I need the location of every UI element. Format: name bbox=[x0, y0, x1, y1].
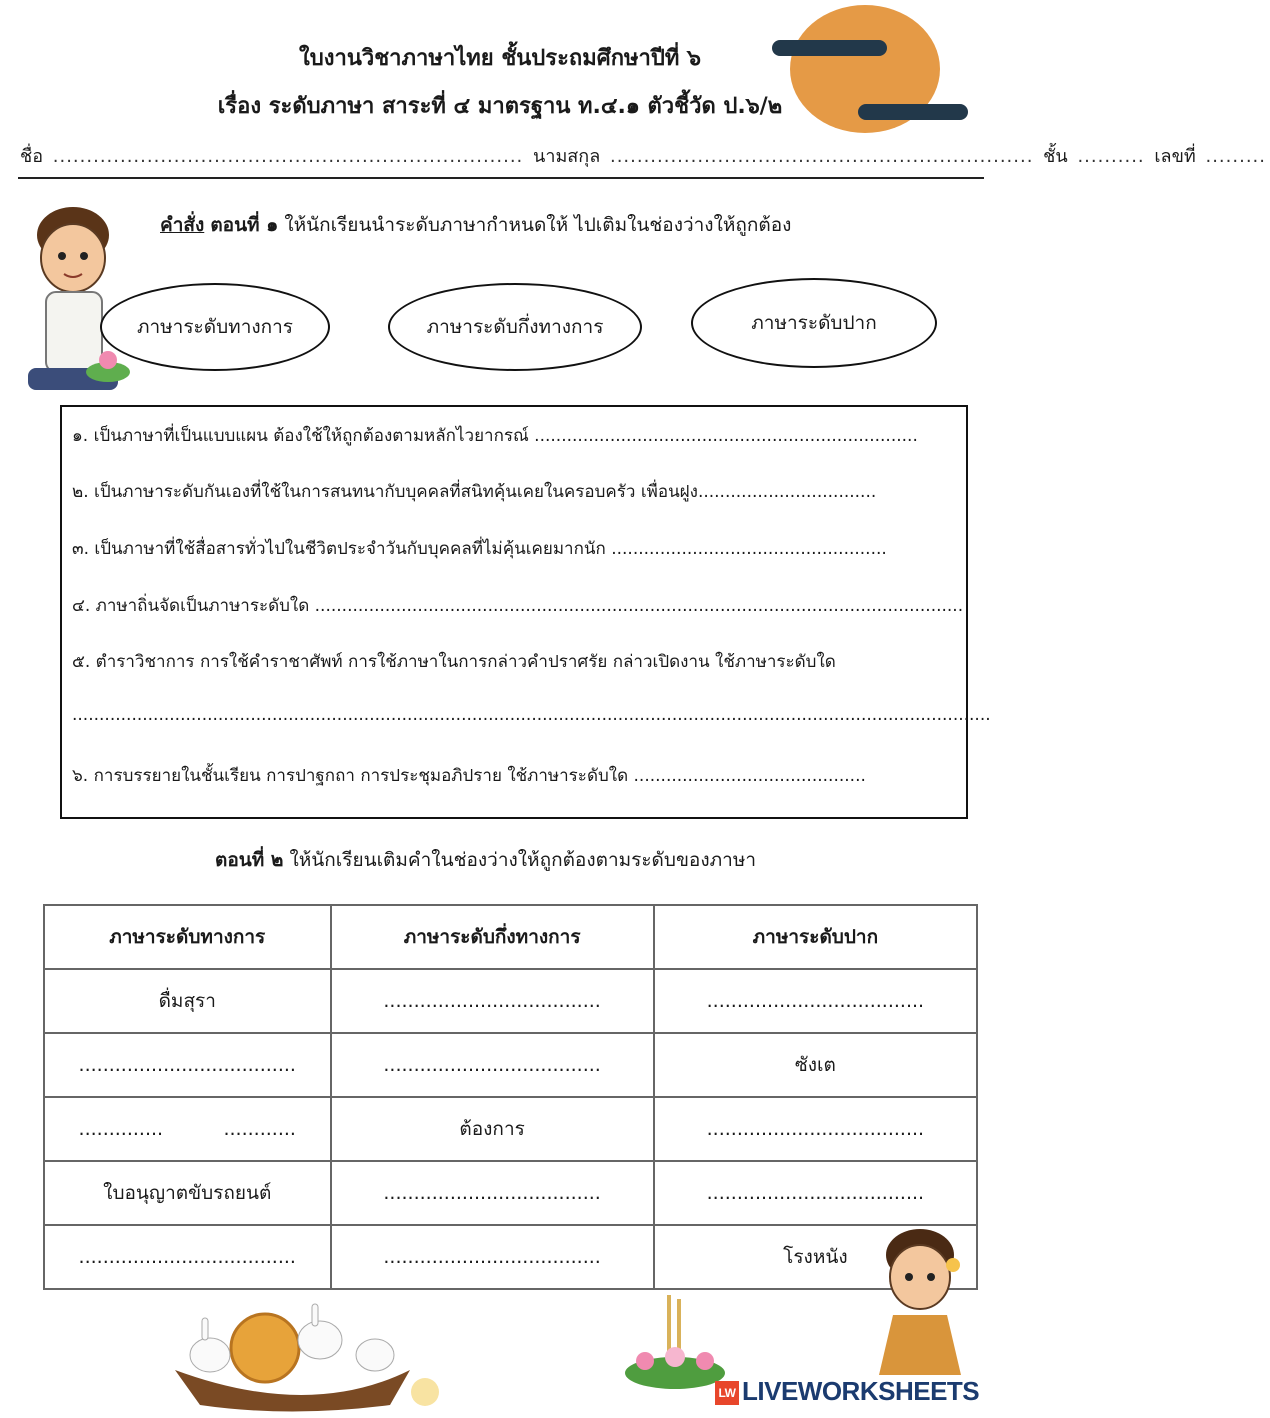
part1-instruction bbox=[160, 210, 791, 240]
question-3[interactable]: ๓. เป็นภาษาที่ใช้สื่อสารทั่วไปในชีวิตประจำวันกับบุคคลที่ไม่คุ้นเคยมากนัก ................................................... bbox=[72, 539, 887, 559]
name-field[interactable]: ...................................................................... bbox=[52, 146, 524, 167]
girl-illustration bbox=[865, 1225, 985, 1375]
question-6[interactable]: ๖. การบรรยายในชั้นเรียน การปาฐกถา การประชุมอภิปราย ใช้ภาษาระดับใด ........................................... bbox=[72, 766, 866, 786]
class-field[interactable]: .......... bbox=[1077, 146, 1145, 167]
table-cell-blank[interactable]: .................................... bbox=[331, 1225, 654, 1289]
option-formal[interactable]: ภาษาระดับทางการ bbox=[100, 283, 330, 371]
table-row bbox=[44, 1161, 977, 1225]
part1-label: ตอนที่ ๑ bbox=[210, 214, 279, 236]
worksheet-subtitle: เรื่อง ระดับภาษา สาระที่ ๔ มาตรฐาน ท.๔.๑ ตัวชี้วัด ป.๖/๒ bbox=[217, 94, 783, 119]
option-semi-formal[interactable]: ภาษาระดับกึ่งทางการ bbox=[388, 283, 642, 371]
table-cell-blank[interactable]: .................................... bbox=[654, 969, 977, 1033]
name-label: ชื่อ bbox=[20, 146, 44, 167]
header-semi-formal: ภาษาระดับกึ่งทางการ bbox=[331, 905, 654, 969]
student-info-row bbox=[20, 141, 1266, 170]
liveworksheets-logo[interactable] bbox=[715, 1376, 979, 1407]
table-cell-blank[interactable]: .............. ............ bbox=[44, 1097, 331, 1161]
number-field[interactable]: ......... bbox=[1205, 146, 1266, 167]
header-divider bbox=[18, 177, 984, 179]
part2-label: ตอนที่ ๒ bbox=[215, 849, 284, 871]
surname-field[interactable]: ............................................................... bbox=[609, 146, 1034, 167]
table-cell-blank[interactable]: .................................... bbox=[654, 1097, 977, 1161]
table-cell-blank[interactable]: .................................... bbox=[331, 1033, 654, 1097]
worksheet-title: ใบงานวิชาภาษาไทย ชั้นประถมศึกษาปีที่ ๖ bbox=[299, 46, 701, 71]
table-cell-blank[interactable]: .................................... bbox=[331, 969, 654, 1033]
logo-text: LIVEWORKSHEETS bbox=[742, 1376, 980, 1406]
rabbits-boat-illustration bbox=[170, 1300, 460, 1414]
boy-illustration bbox=[18, 200, 133, 400]
logo-badge: LW bbox=[715, 1381, 739, 1405]
table-cell: โรงหนัง bbox=[654, 1225, 977, 1289]
command-label: คำสั่ง bbox=[160, 214, 205, 236]
table-cell-blank[interactable]: .................................... bbox=[331, 1161, 654, 1225]
header-formal: ภาษาระดับทางการ bbox=[44, 905, 331, 969]
table-cell: ใบอนุญาตขับรถยนต์ bbox=[44, 1161, 331, 1225]
question-4[interactable]: ๔. ภาษาถิ่นจัดเป็นภาษาระดับใด ........................................................................................................................ bbox=[72, 596, 964, 616]
table-cell: ต้องการ bbox=[331, 1097, 654, 1161]
option-colloquial[interactable]: ภาษาระดับปาก bbox=[691, 278, 937, 368]
table-row bbox=[44, 1033, 977, 1097]
table-cell-blank[interactable]: .................................... bbox=[654, 1161, 977, 1225]
class-label: ชั้น bbox=[1043, 146, 1068, 167]
question-1[interactable]: ๑. เป็นภาษาที่เป็นแบบแผน ต้องใช้ให้ถูกต้องตามหลักไวยากรณ์ ....................................................................... bbox=[72, 426, 918, 446]
part1-instruction-text: ให้นักเรียนนำระดับภาษากำหนดให้ ไปเติมในช่องว่างให้ถูกต้อง bbox=[284, 214, 792, 236]
table-header-row bbox=[44, 905, 977, 969]
table-row bbox=[44, 1225, 977, 1289]
question-5: ๕. ตำราวิชาการ การใช้คำราชาศัพท์ การใช้ภาษาในการกล่าวคำปราศรัย กล่าวเปิดงาน ใช้ภาษาระดับใด bbox=[72, 652, 836, 672]
table-cell: ซังเต bbox=[654, 1033, 977, 1097]
question-2[interactable]: ๒. เป็นภาษาระดับกันเองที่ใช้ในการสนทนากับบุคคลที่สนิทคุ้นเคยในครอบครัว เพื่อนฝูง................................. bbox=[72, 482, 877, 502]
table-cell-blank[interactable]: .................................... bbox=[44, 1033, 331, 1097]
table-row bbox=[44, 1097, 977, 1161]
part2-instruction bbox=[215, 845, 756, 875]
header-colloquial: ภาษาระดับปาก bbox=[654, 905, 977, 969]
question-5-answer-line[interactable]: .......................................................................................................................................................................... bbox=[72, 705, 991, 725]
number-label: เลขที่ bbox=[1154, 146, 1196, 167]
language-level-table bbox=[43, 904, 978, 1290]
table-cell-blank[interactable]: .................................... bbox=[44, 1225, 331, 1289]
table-row bbox=[44, 969, 977, 1033]
table-cell: ดื่มสุรา bbox=[44, 969, 331, 1033]
surname-label: นามสกุล bbox=[533, 146, 601, 167]
part2-instruction-text: ให้นักเรียนเติมคำในช่องว่างให้ถูกต้องตามระดับของภาษา bbox=[289, 849, 757, 871]
